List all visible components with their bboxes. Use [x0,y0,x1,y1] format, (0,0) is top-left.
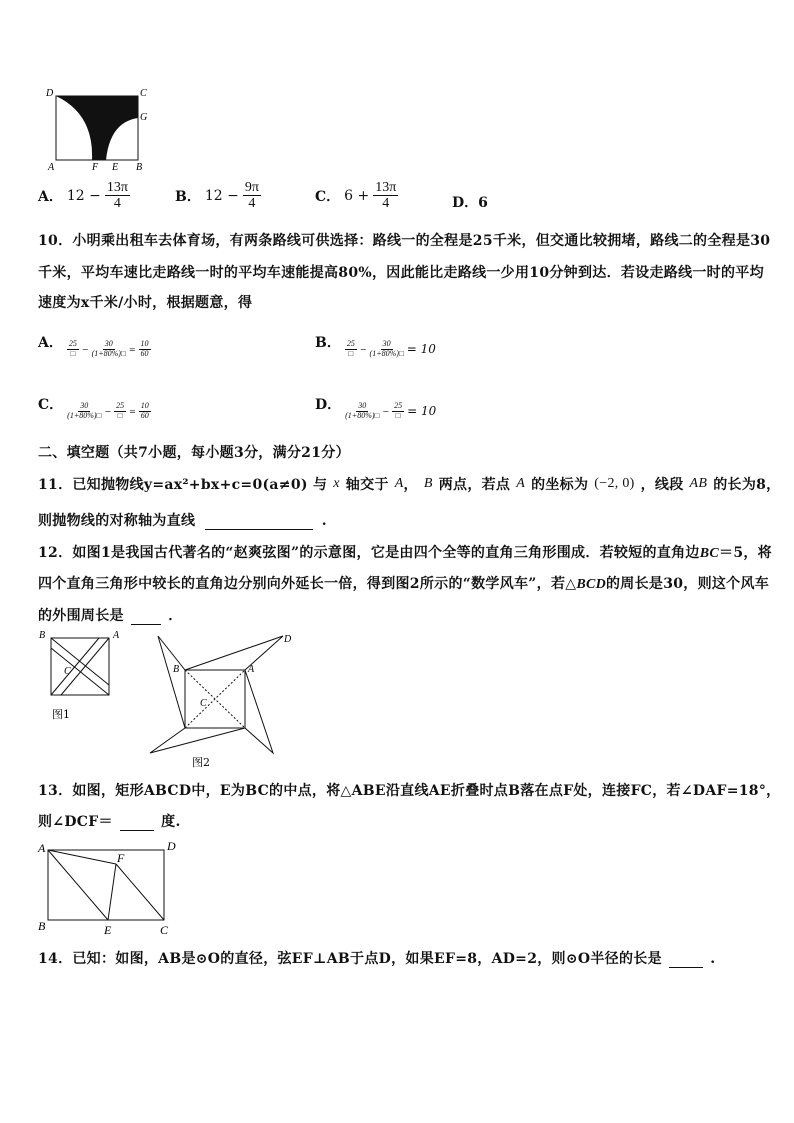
answer-blank[interactable] [120,816,154,831]
fraction-denominator: (1+80%)□ [345,410,380,420]
equation [345,402,436,421]
q12-figure-2 [140,628,300,768]
q12-text: 的外围周长是 [38,608,124,624]
fig1-caption: 图1 [52,708,70,721]
fraction-denominator: □ [117,410,123,420]
fraction-numerator: 25 [68,339,77,348]
fig13-label-e: E [104,923,112,936]
equation [67,340,151,359]
q10-option-a[interactable] [38,326,151,359]
q12-figure-1 [36,628,126,724]
q11-text: 11．已知抛物线y=ax²+bx+c=0(a≠0) 与 [38,477,328,493]
fig1-label-b: B [39,630,46,641]
q11-text: ， [403,477,418,493]
var-a: A [516,476,526,491]
fraction-numerator: 25 [394,401,403,410]
fig13-label-c: C [160,923,169,936]
var-b: B [423,476,433,491]
fraction-numerator: 13π [106,180,128,195]
fraction-denominator: 60 [140,348,149,358]
q13-line-2 [38,811,181,831]
q10-line-3: 速度为x千米/小时，根据题意，得 [38,295,253,311]
q12-line-1 [38,542,772,562]
fraction-denominator: □ [348,348,354,358]
q12-text: 的周长是30，则这个风车 [606,576,770,592]
fraction-denominator: (1+80%)□ [369,348,404,358]
fraction-denominator: 4 [382,196,390,212]
fraction-numerator: 10 [140,339,149,348]
fig9-label-a: A [48,162,55,173]
operator: − [359,344,367,354]
equals-sign: = [129,406,136,416]
equation [67,402,151,421]
q11-text: . [321,513,327,529]
q9-option-d[interactable] [452,192,488,212]
coordinate: (−2, 0) [594,476,635,491]
q13-figure [34,836,184,936]
q13-line-1: 13．如图，矩形ABCD中，E为BC的中点，将△ABE沿直线AE折叠时点B落在点F处，连接FC，若∠DAF=18°， [38,783,781,799]
fraction [243,180,261,212]
q11-text: 的坐标为 [531,477,589,493]
option-prefix: 12 − [66,187,101,204]
q9-option-c[interactable] [315,180,398,212]
q12-text: 12．如图1是我国古代著名的“赵爽弦图”的示意图，它是由四个全等的直角三角形围成．若较短的直角边 [38,545,700,561]
var-bc: BC [699,546,720,561]
q9-option-b[interactable] [175,180,261,212]
q14-text: . [710,951,716,967]
fraction-denominator: 4 [113,196,121,212]
operator: − [382,406,390,416]
var-ab: AB [689,476,708,491]
q11-text: ，线段 [640,477,684,493]
fig9-label-b: B [136,162,143,173]
q9-figure [40,84,150,174]
answer-blank[interactable] [669,953,703,968]
fig13-label-b: B [38,919,46,933]
fig2-label-a: A [248,664,255,675]
equals-sign: = [128,344,136,354]
fraction-numerator: 13π [375,180,397,195]
fig1-label-a: A [113,630,120,641]
fig2-label-d: D [284,634,292,645]
q12-line-2 [38,573,769,593]
fraction-numerator: 30 [104,339,113,348]
fig13-label-d: D [167,839,176,853]
var-x: x [333,476,340,491]
var-bcd: BCD [576,577,606,592]
q11-line-1 [38,474,780,494]
q12-line-3 [38,605,183,625]
fraction-numerator: 30 [80,401,89,410]
option-label: D．6 [452,195,488,211]
option-label: C． [315,188,341,205]
equals-value: = 10 [407,404,437,419]
q11-text: 两点，若点 [438,477,511,493]
fraction-numerator: 30 [358,401,367,410]
q14-text: 14．已知：如图，AB是⊙O的直径，弦EF⊥AB于点D，如果EF=8，AD=2，则⊙O半径的长是 [38,951,662,967]
fig2-label-b: B [173,664,180,675]
q13-text: 度. [161,814,181,830]
section-heading: 二、填空题（共7小题，每小题3分，满分21分） [38,445,350,461]
fraction-denominator: 4 [248,196,256,212]
fig2-caption: 图2 [192,756,210,768]
operator: − [81,344,89,354]
q10-option-c[interactable] [38,388,151,421]
q14-line [38,948,715,968]
q13-text: 则∠DCF＝ [38,814,113,830]
fig13-label-f: F [117,851,125,865]
fig9-label-c: C [140,88,147,99]
q12-text: 四个直角三角形中较长的直角边分别向外延长一倍，得到图2所示的“数学风车”，若△ [38,576,577,592]
fraction-numerator: 25 [346,339,355,348]
q9-option-a[interactable] [38,180,130,212]
equation [345,340,436,359]
fraction-numerator: 10 [140,401,149,410]
fraction-denominator: □ [395,410,401,420]
option-prefix: 6 + [344,187,370,204]
fraction-denominator: (1+80%)□ [91,348,126,358]
fraction-denominator: 60 [140,410,149,420]
fraction-denominator: (1+80%)□ [67,410,102,420]
fraction-numerator: 25 [116,401,125,410]
option-label: A． [38,335,63,352]
q11-text: 则抛物线的对称轴为直线 [38,513,196,529]
equals-value: = 10 [406,342,436,357]
q11-line-2 [38,510,327,530]
var-a: A [394,476,404,491]
fraction-denominator: □ [70,348,76,358]
q12-text: ＝5，将 [719,545,772,561]
answer-blank[interactable] [205,515,313,530]
q11-text: 的长为8， [713,477,781,493]
fraction-numerator: 9π [244,180,259,195]
fig9-label-d: D [46,88,54,99]
q10-option-b[interactable] [315,326,436,359]
fig1-label-c: C [64,666,71,677]
q10-line-1: 10．小明乘出租车去体育场，有两条路线可供选择：路线一的全程是25千米，但交通比较拥堵，路线二的全程是30 [38,233,771,249]
fraction [373,180,398,212]
option-label: B． [175,188,201,205]
fraction-numerator: 30 [382,339,391,348]
option-label: A． [38,188,63,205]
option-label: D． [315,397,342,414]
fraction [105,180,130,212]
option-label: B． [315,335,341,352]
fig13-label-a: A [38,841,46,855]
q12-text: ． [168,608,183,624]
q11-text: 轴交于 [345,477,389,493]
option-prefix: 12 − [204,187,239,204]
fig9-label-e: E [112,162,119,173]
fig2-label-c: C [200,698,207,709]
fig9-label-g: G [140,112,148,123]
q10-option-d[interactable] [315,388,436,421]
fig9-label-f: F [92,162,99,173]
operator: − [104,406,112,416]
option-label: C． [38,397,64,414]
answer-blank[interactable] [131,610,161,625]
q10-line-2: 千米，平均车速比走路线一时的平均车速能提高80%，因此能比走路线一少用10分钟到达．若设走路线一时的平均 [38,265,764,281]
